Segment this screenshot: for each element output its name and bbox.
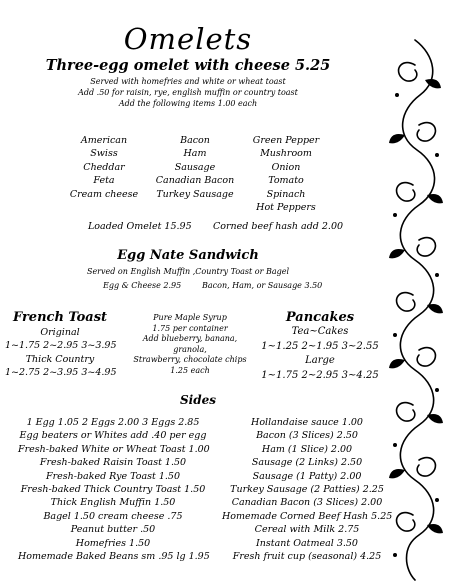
list-item: Instant Oatmeal 3.50 [256,537,358,549]
french-toast-thick: Thick Country [25,353,95,365]
menu-title: Omelets [123,22,253,56]
list-item: Feta [93,175,115,187]
syrup-line: granola, [173,344,207,354]
pancakes-tea: Tea~Cakes [291,326,349,337]
sides-heading: Sides [179,393,216,407]
list-item: Fresh-baked Thick Country Toast 1.50 [20,484,206,496]
pancakes-section [255,310,385,383]
egg-cheese-price: Egg & Cheese 2.95 [103,281,182,290]
list-item: 1 Egg 1.05 2 Eggs 2.00 3 Eggs 2.85 [26,417,200,428]
french-toast-section [5,310,115,380]
loaded-omelet: Loaded Omelet 15.95 [88,221,192,232]
list-item: Tomato [268,175,304,187]
list-item: Cereal with Milk 2.75 [254,524,360,536]
list-item: Mushroom [260,148,312,160]
list-item: Bacon (3 Slices) 2.50 [256,430,358,442]
list-item: Hot Peppers [256,202,316,214]
sides-left-list [18,416,208,563]
list-item: Fresh-baked White or Wheat Toast 1.00 [18,443,210,455]
sides-right-list [222,416,392,563]
pancakes-heading: Pancakes [285,310,355,325]
syrup-line: Add blueberry, banana, [142,334,238,343]
egg-nate-line: Served on English Muffin ,Country Toast or Bagel [86,267,290,276]
list-item: Hollandaise sauce 1.00 [251,417,363,428]
list-item: Canadian Bacon [155,175,235,187]
egg-nate-heading: Egg Nate Sandwich [117,248,259,263]
syrup-line: 1.25 each [170,365,210,375]
list-item: Fresh fruit cup (seasonal) 4.25 [232,551,382,563]
corned-beef-addon: Corned beef hash add 2.00 [213,221,344,232]
list-item: Sausage (1 Patty) 2.00 [252,470,362,482]
list-item: Fresh-baked Raisin Toast 1.50 [39,457,187,469]
omelet-line: Add the following items 1.00 each [118,99,258,108]
list-item: Sausage (2 Links) 2.50 [251,457,363,469]
list-item: Canadian Bacon (3 Slices) 2.00 [231,497,383,509]
list-item: Ham [183,148,207,160]
list-item: Cheddar [83,161,125,173]
meat-list [150,134,240,201]
pancakes-large: Large [305,355,335,366]
omelet-section [0,57,376,109]
list-item: Thick English Muffin 1.50 [50,497,176,509]
meat-sandwich-price: Bacon, Ham, or Sausage 3.50 [202,281,323,290]
list-item: Sausage [174,161,216,173]
egg-nate-section [0,248,376,277]
decorative-scroll-border [385,35,447,583]
veggie-list [246,134,326,214]
syrup-section [130,313,250,376]
list-item: Turkey Sausage (2 Patties) 2.25 [230,484,384,496]
list-item: Homefries 1.50 [75,537,151,549]
omelet-line: Served with homefries and white or wheat toast [90,77,286,86]
french-toast-heading: French Toast [12,310,108,325]
list-item: Ham (1 Slice) 2.00 [261,443,353,455]
omelet-heading: Three-egg omelet with cheese 5.25 [45,57,331,74]
syrup-line: 1.75 per container [152,323,228,333]
list-item: Homemade Baked Beans sm .95 lg 1.95 [18,551,210,563]
french-toast-original-prices: 1~1.75 2~2.95 3~3.95 [5,340,117,352]
list-item: Peanut butter .50 [70,524,156,536]
list-item: Fresh-baked Rye Toast 1.50 [45,470,181,482]
list-item: Cream cheese [69,188,139,200]
french-toast-thick-prices: 1~2.75 2~3.95 3~4.95 [5,367,117,379]
list-item: Homemade Corned Beef Hash 5.25 [222,510,393,522]
pancakes-tea-prices: 1~1.25 2~1.95 3~2.55 [261,340,379,352]
list-item: Egg beaters or Whites add .40 per egg [19,430,207,442]
list-item: Bagel 1.50 cream cheese .75 [43,510,183,522]
list-item: Green Pepper [252,135,320,146]
list-item: Turkey Sausage [156,188,234,200]
french-toast-original: Original [40,327,80,338]
pancakes-large-prices: 1~1.75 2~2.95 3~4.25 [261,369,379,381]
cheese-list [64,134,144,201]
list-item: Bacon [180,135,210,146]
syrup-line: Strawberry, chocolate chips [133,355,247,364]
list-item: Spinach [266,188,306,200]
omelet-line: Add .50 for raisin, rye, english muffin or country toast [78,88,298,97]
list-item: Onion [271,161,301,173]
list-item: American [80,135,128,146]
list-item: Swiss [90,148,118,160]
syrup-line: Pure Maple Syrup [153,313,227,322]
